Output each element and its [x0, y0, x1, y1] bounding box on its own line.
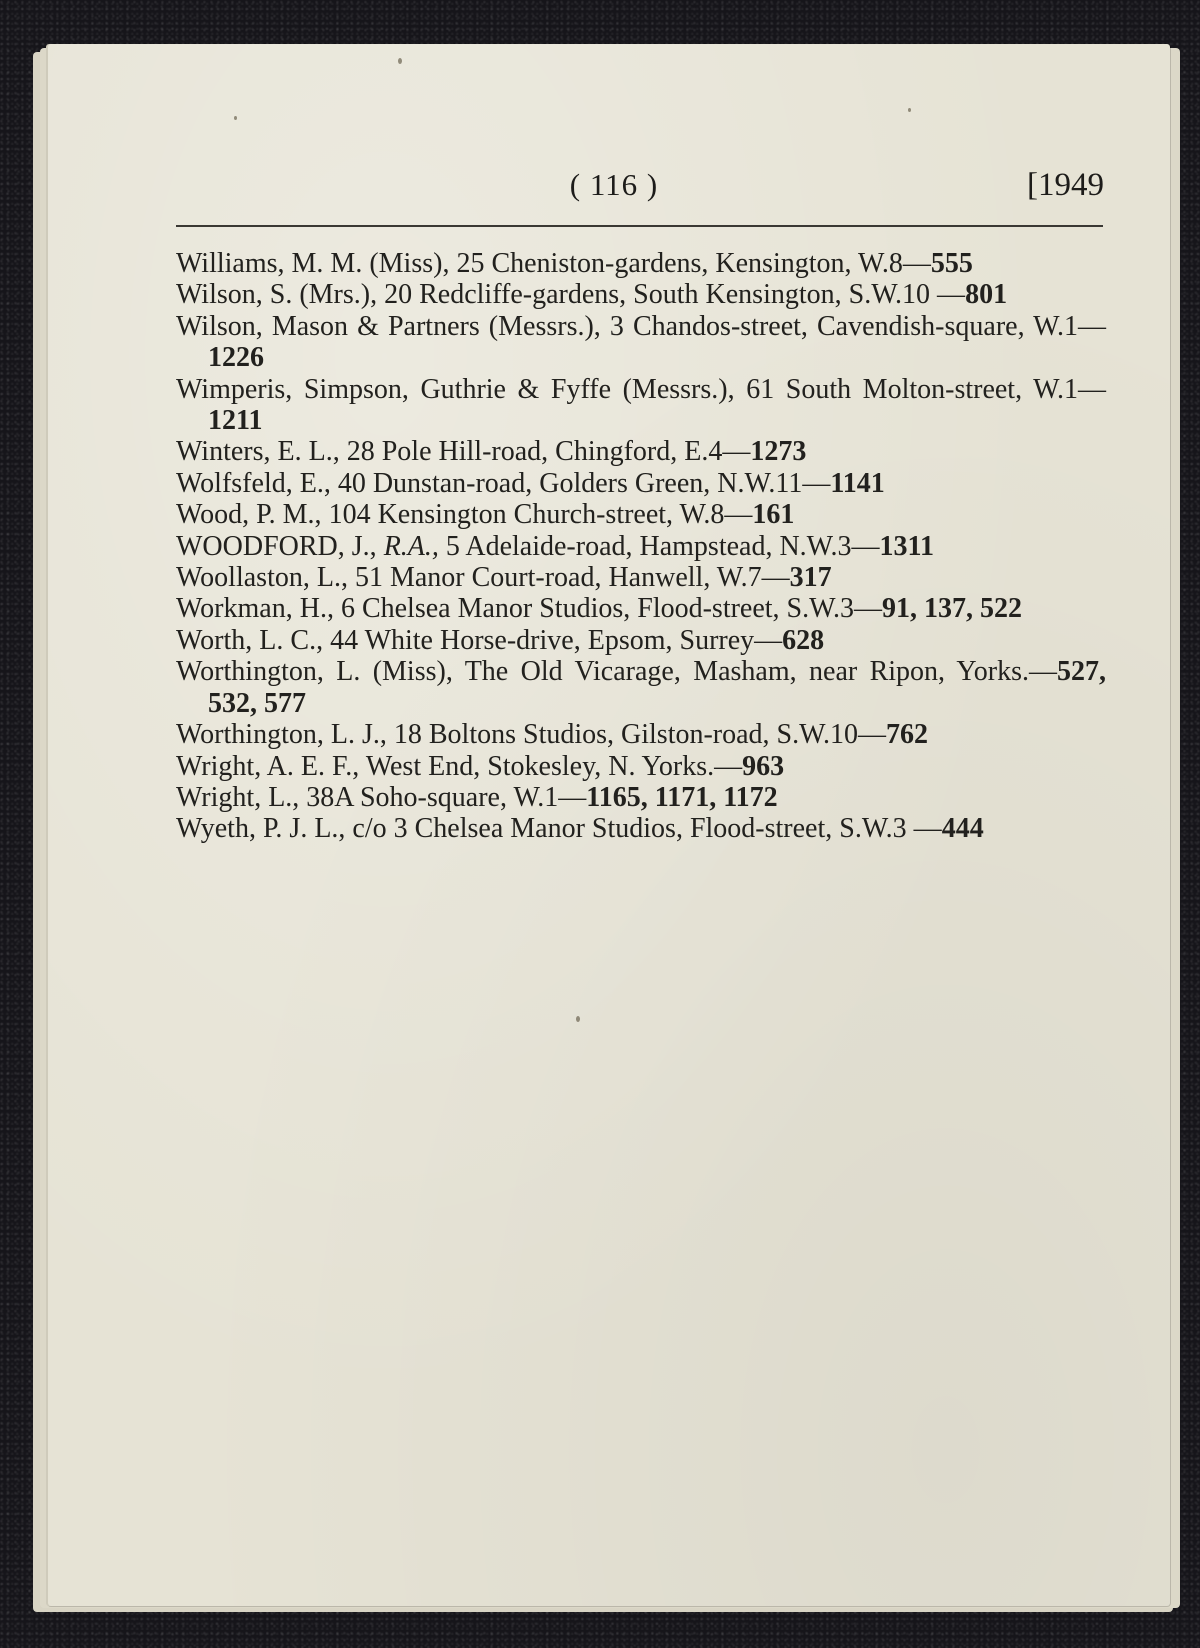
directory-entry [176, 248, 1106, 279]
directory-entry [176, 531, 1106, 562]
entry-refs: 555 [930, 248, 973, 279]
entry-refs: 628 [782, 624, 825, 656]
entry-name: Wright, A. E. F., [176, 750, 360, 782]
entry-refs: 1311 [879, 530, 935, 562]
entry-address: 44 White Horse-drive, Epsom, Surrey— [330, 624, 783, 656]
entry-address: West End, Stokesley, N. Yorks.— [365, 750, 743, 782]
entry-refs: 527, 532, 577 [208, 656, 1106, 719]
entry-address: 61 South Molton-street, W.1— [746, 373, 1107, 405]
entry-refs: 1226 [208, 342, 264, 374]
entry-refs: 1141 [830, 467, 885, 499]
entry-name: Wyeth, P. J. L., [176, 813, 346, 845]
entry-refs: 801 [965, 279, 1008, 311]
entry-name: Wilson, Mason & Partners (Messrs.), [176, 310, 601, 342]
directory-entry [176, 719, 1106, 750]
directory-entry [176, 593, 1106, 624]
entry-name: Woollaston, L., [176, 562, 348, 594]
entry-refs: 1211 [208, 405, 263, 437]
directory-entry [176, 751, 1106, 782]
entry-address: c/o 3 Chelsea Manor Studios, Flood-street, S.W.3 — [352, 813, 942, 845]
entry-qualification: R.A., [383, 530, 439, 562]
directory-entry [176, 562, 1106, 593]
entry-name: Wood, P. M., [176, 499, 322, 531]
entry-name: WOODFORD, J., [176, 530, 377, 562]
entry-address: 18 Boltons Studios, Gilston-road, S.W.10— [393, 719, 886, 751]
page-header [124, 167, 1104, 211]
page-number: ( 116 ) [569, 167, 659, 202]
directory-entry [176, 311, 1106, 374]
directory-entry [176, 468, 1106, 499]
entry-name: Wimperis, Simpson, Guthrie & Fyffe (Messrs.), [176, 373, 735, 405]
directory-entry [176, 782, 1106, 813]
entry-name: Winters, E. L., [176, 436, 340, 468]
directory-entry [176, 279, 1106, 310]
directory-entry [176, 374, 1106, 437]
entry-refs: 1273 [750, 436, 807, 468]
header-rule [176, 225, 1103, 227]
entry-name: Worthington, L. (Miss), [176, 656, 453, 688]
entry-name: Wilson, S. (Mrs.), [176, 279, 378, 311]
entry-address: The Old Vicarage, Masham, near Ripon, Yorks.— [464, 656, 1057, 688]
directory-entry [176, 436, 1106, 467]
entry-refs: 444 [941, 813, 984, 845]
entry-name: Wolfsfeld, E., [176, 467, 331, 499]
entry-name: Williams, M. M. (Miss), [176, 248, 450, 279]
entry-name: Workman, H., [176, 593, 334, 625]
entry-address: 25 Cheniston-gardens, Kensington, W.8— [456, 248, 931, 279]
directory-entry [176, 813, 1106, 844]
entry-name: Wright, L., [176, 781, 300, 813]
entry-name: Worthington, L. J., [176, 719, 387, 751]
entry-address: 3 Chandos-street, Cavendish-square, W.1— [609, 310, 1107, 342]
entry-refs: 762 [885, 719, 928, 751]
entry-refs: 317 [789, 562, 832, 594]
year-marker: [1949 [1027, 167, 1104, 203]
entry-address: 5 Adelaide-road, Hampstead, N.W.3— [445, 530, 880, 562]
directory-entry [176, 499, 1106, 530]
entry-refs: 963 [742, 750, 785, 782]
entry-address: 6 Chelsea Manor Studios, Flood-street, S.W.3— [340, 593, 882, 625]
entry-address: 38A Soho-square, W.1— [306, 781, 587, 813]
entry-address: 20 Redcliffe-gardens, South Kensington, S.W.10 — [384, 279, 966, 311]
entry-address: 28 Pole Hill-road, Chingford, E.4— [346, 436, 751, 468]
entry-refs: 91, 137, 522 [882, 593, 1022, 625]
directory-entry [176, 656, 1106, 719]
paper-speck [234, 116, 237, 120]
entry-address: 51 Manor Court-road, Hanwell, W.7— [354, 562, 790, 594]
entry-name: Worth, L. C., [176, 624, 324, 656]
entry-address: 40 Dunstan-road, Golders Green, N.W.11— [337, 467, 831, 499]
paper-speck [576, 1016, 580, 1022]
paper-speck [398, 58, 402, 64]
paper-speck [908, 108, 911, 112]
entry-address: 104 Kensington Church-street, W.8— [328, 499, 753, 531]
entry-refs: 161 [752, 499, 795, 531]
entry-refs: 1165, 1171, 1172 [586, 781, 778, 813]
directory-entries [176, 248, 1106, 845]
directory-entry [176, 625, 1106, 656]
